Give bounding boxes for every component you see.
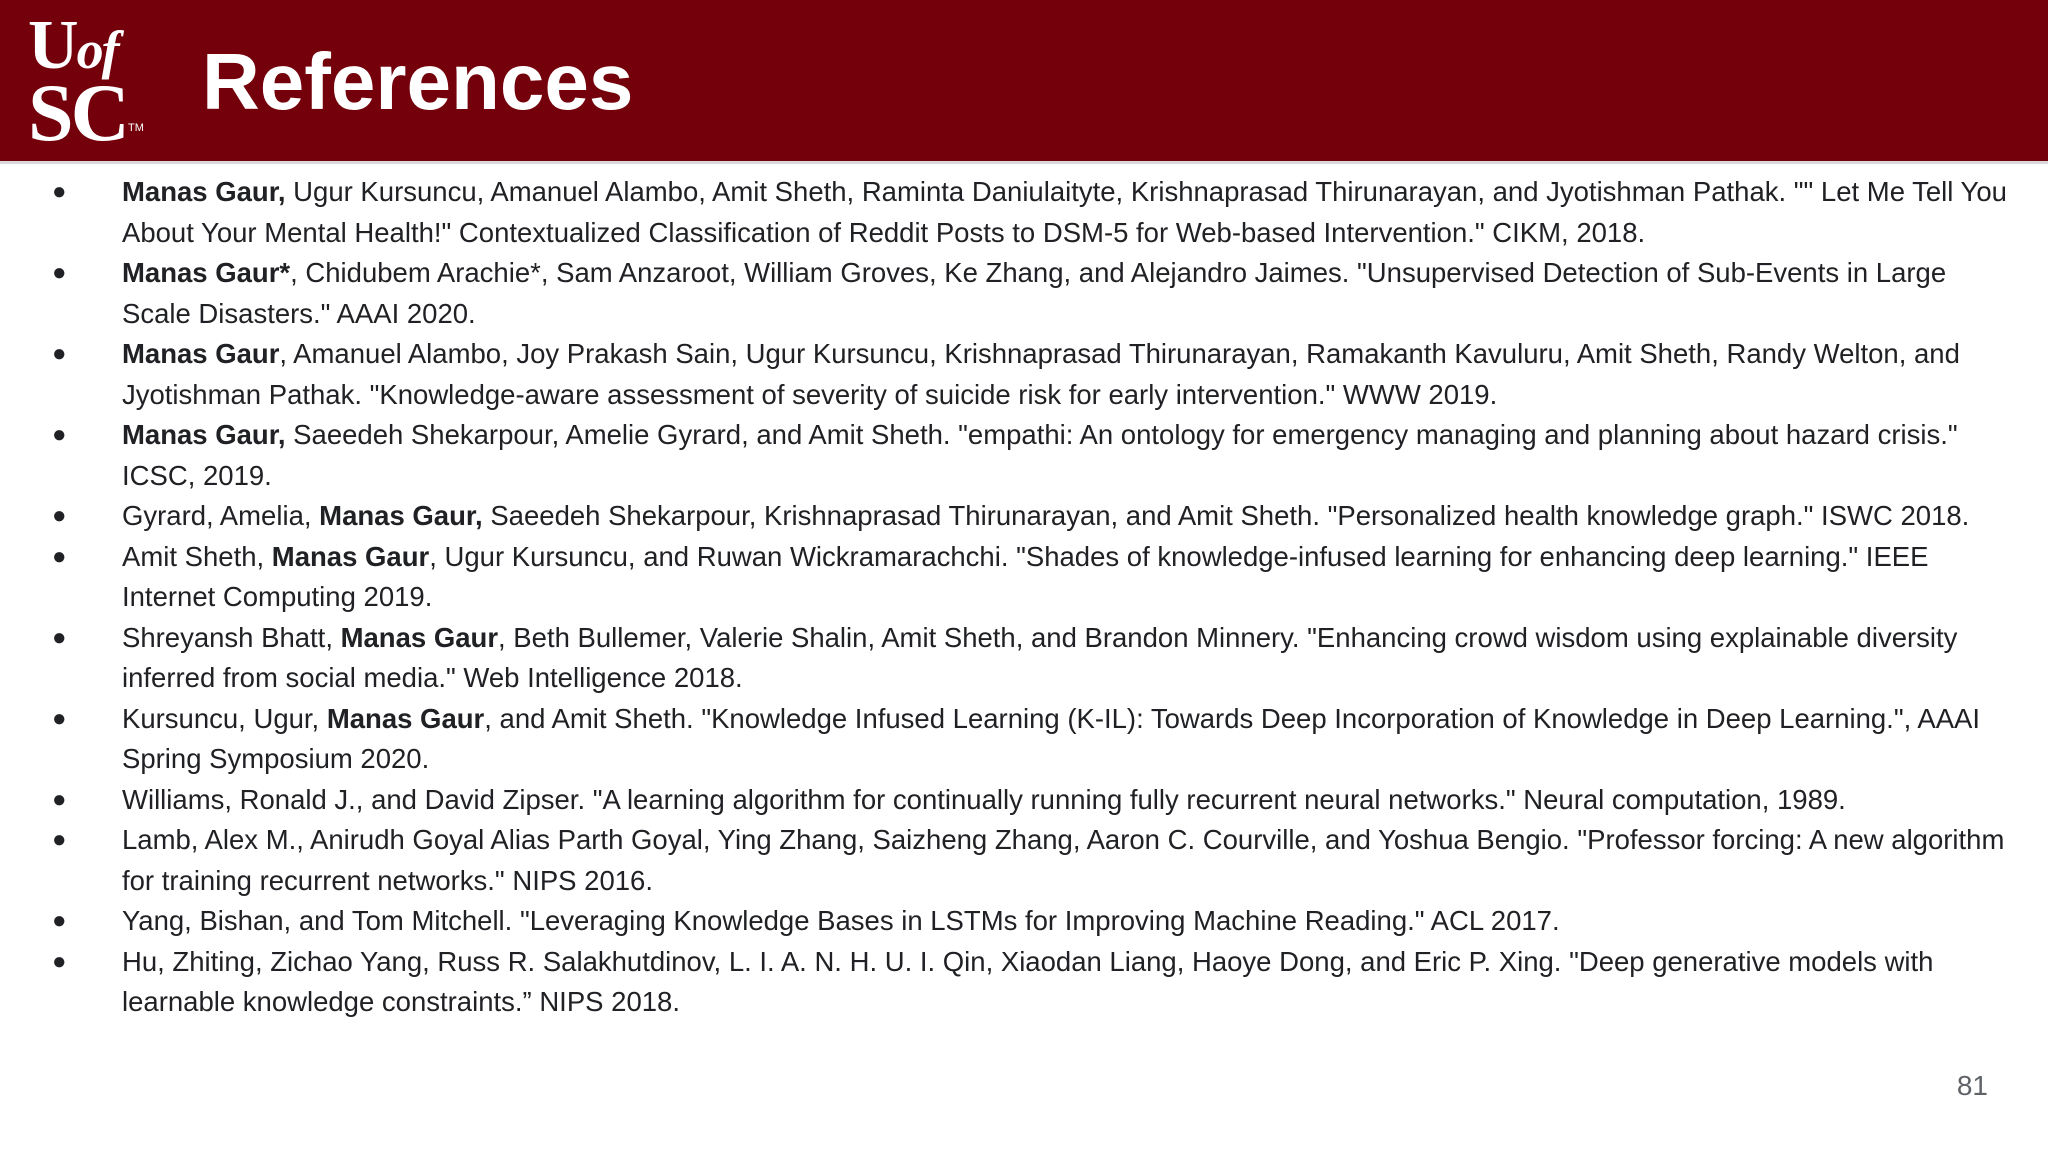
- bullet-icon: ●: [52, 340, 67, 367]
- bullet-icon: ●: [52, 259, 67, 286]
- highlighted-author: Manas Gaur,: [122, 176, 286, 207]
- bullet-icon: ●: [52, 623, 67, 651]
- reference-item: ● Williams, Ronald J., and David Zipser. "A learning algorithm for continually running fully recurrent neural networks." Neural computation, 1989.: [50, 780, 2010, 821]
- highlighted-author: Manas Gaur: [326, 702, 485, 734]
- reference-item: ● Shreyansh Bhatt, Manas Gaur, Beth Bullemer, Valerie Shalin, Amit Sheth, and Brandon Minnery. "Enhancing crowd wisdom using explainable diversity inferred from social media." Web Intelligence 2018.: [50, 618, 2010, 699]
- highlighted-author: Manas Gaur,: [319, 500, 483, 531]
- reference-item: ● Gyrard, Amelia, Manas Gaur, Saeedeh Shekarpour, Krishnaprasad Thirunarayan, and Amit Sheth. "Personalized health knowledge graph." ISWC 2018.: [50, 496, 2010, 537]
- bullet-icon: ●: [52, 826, 67, 853]
- bullet-icon: ●: [52, 704, 67, 732]
- page-number: 81: [1956, 1070, 1988, 1101]
- reference-item: ● Manas Gaur, Amanuel Alambo, Joy Prakash Sain, Ugur Kursuncu, Krishnaprasad Thirunarayan, Ramakanth Kavuluru, Amit Sheth, Randy Welton, and Jyotishman Pathak. "Knowledge-aware assessment of severity of suicide risk for early intervention." WWW 2019.: [50, 334, 2010, 415]
- page-title: References: [202, 37, 634, 126]
- highlighted-author: Manas Gaur*: [122, 257, 291, 288]
- reference-item: ● Manas Gaur, Saeedeh Shekarpour, Amelie Gyrard, and Amit Sheth. "empathi: An ontology for emergency managing and planning about hazard crisis." ICSC, 2019.: [50, 415, 2010, 496]
- highlighted-author: Manas Gaur: [122, 338, 280, 369]
- reference-item: ● Yang, Bishan, and Tom Mitchell. "Leveraging Knowledge Bases in LSTMs for Improving Machine Reading." ACL 2017.: [50, 901, 2010, 942]
- bullet-icon: ●: [52, 785, 67, 813]
- reference-item: ● Hu, Zhiting, Zichao Yang, Russ R. Salakhutdinov, L. I. A. N. H. U. I. Qin, Xiaodan Liang, Haoye Dong, and Eric P. Xing. "Deep generative models with learnable knowledge constraints.” NIPS 2018.: [50, 942, 2010, 1023]
- header-banner: [0, 0, 2048, 161]
- highlighted-author: Manas Gaur: [340, 621, 499, 653]
- highlighted-author: Manas Gaur: [271, 540, 430, 572]
- reference-list: [50, 172, 2010, 1023]
- reference-item: ● Lamb, Alex M., Anirudh Goyal Alias Parth Goyal, Ying Zhang, Saizheng Zhang, Aaron C. Courville, and Yoshua Bengio. "Professor forcing: A new algorithm for training recurrent networks." NIPS 2016.: [50, 820, 2010, 901]
- reference-item: ● Manas Gaur*, Chidubem Arachie*, Sam Anzaroot, William Groves, Ke Zhang, and Alejandro Jaimes. "Unsupervised Detection of Sub-Events in Large Scale Disasters." AAAI 2020.: [50, 253, 2010, 334]
- bullet-icon: ●: [52, 502, 67, 529]
- reference-item: ● Kursuncu, Ugur, Manas Gaur, and Amit Sheth. "Knowledge Infused Learning (K-IL): Towards Deep Incorporation of Knowledge in Deep Learning.", AAAI Spring Symposium 2020.: [50, 699, 2010, 780]
- header-divider: [0, 161, 2048, 164]
- bullet-icon: ●: [52, 421, 67, 448]
- reference-item: ● Manas Gaur, Ugur Kursuncu, Amanuel Alambo, Amit Sheth, Raminta Daniulaityte, Krishnaprasad Thirunarayan, and Jyotishman Pathak. "" Let Me Tell You About Your Mental Health!" Contextualized Classification of Reddit Posts to DSM-5 for Web-based Intervention." CIKM, 2018.: [50, 172, 2010, 253]
- university-logo: Uof SC TM: [28, 7, 144, 158]
- bullet-icon: ●: [52, 947, 67, 975]
- highlighted-author: Manas Gaur,: [122, 419, 286, 450]
- bullet-icon: ●: [52, 907, 67, 934]
- bullet-icon: ●: [52, 542, 67, 570]
- bullet-icon: ●: [52, 178, 67, 205]
- reference-item: ● Amit Sheth, Manas Gaur, Ugur Kursuncu, and Ruwan Wickramarachchi. "Shades of knowledge-infused learning for enhancing deep learning." IEEE Internet Computing 2019.: [50, 537, 2010, 618]
